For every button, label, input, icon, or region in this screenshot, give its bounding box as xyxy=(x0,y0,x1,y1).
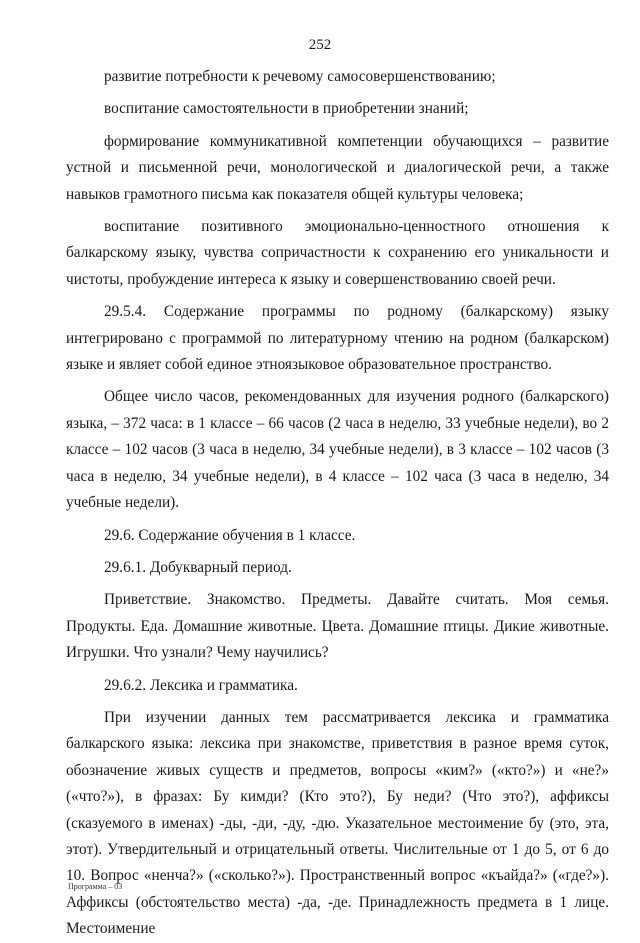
section-heading-29-6: 29.6. Содержание обучения в 1 классе. xyxy=(104,526,356,544)
paragraph-lexicon: При изучении данных тем рассматривается лексика и грамматика балкарского языка: лексика при знакомстве, приветствия в разное время суток, обозначение живых существ и предметов, вопросы «ким?» («кто?») и «не?» («что?»), в фразах: Бу кимди? (Кто это?), Бу неди? (Что это?), аффиксы (сказуемого в именах) -ды, -ди, -ду, -дю. Указательное местоимение бу (это, эта, этот). Утвердительный и отрицательный ответы. Числительные от 1 до 5, от 6 до 10. Вопрос «ненча?» («сколько?»). Пространственный вопрос «къайда?» («где?»). Аффиксы (обстоятельство места) -да, -де. Принадлежность предмета в 1 лице. Местоимение xyxy=(66,708,609,938)
paragraph-6: Общее число часов, рекомендованных для изучения родного (балкарского) языка, – 372 часа: в 1 классе – 66 часов (2 часа в неделю, 33 учебные недели), во 2 классе – 102 часов (3 часа в неделю, 34 учебные недели), в 3 классе – 102 часов (3 часа в неделю, 34 учебные недели), в 4 классе – 102 часа (3 часа в неделю, 34 учебные недели). xyxy=(66,388,609,512)
subsection-heading-29-6-2: 29.6.2. Лексика и грамматика. xyxy=(104,676,298,694)
paragraph-4: воспитание позитивного эмоционально-ценностного отношения к балкарскому языку, чувства сопричастности к сохранению его уникальности и чистоты, пробуждение интереса к языку и совершенствованию своей речи. xyxy=(66,218,609,288)
page-number: 252 xyxy=(308,37,332,53)
paragraph-3: формирование коммуникативной компетенции обучающихся – развитие устной и письменной речи, монологической и диалогической речи, а также навыков грамотного письма как показателя общей культуры человека; xyxy=(66,132,609,203)
paragraph-topics: Приветствие. Знакомство. Предметы. Давайте считать. Моя семья. Продукты. Еда. Домашние животные. Цвета. Домашние птицы. Дикие животные. Игрушки. Что узнали? Чему научились? xyxy=(66,591,609,662)
paragraph-2: воспитание самостоятельности в приобретении знаний; xyxy=(104,100,469,118)
paragraph-5: 29.5.4. Содержание программы по родному (балкарскому) языку интегрировано с программой по литературному чтению на родном (балкарском) языке и являет собой единое этноязыковое образовательное пространство. xyxy=(66,303,609,374)
footer-label: Программа – 03 xyxy=(68,882,123,891)
subsection-heading-29-6-1: 29.6.1. Добукварный период. xyxy=(104,558,292,576)
document-body xyxy=(66,64,609,943)
paragraph-1: развитие потребности к речевому самосовершенствованию; xyxy=(104,68,496,85)
